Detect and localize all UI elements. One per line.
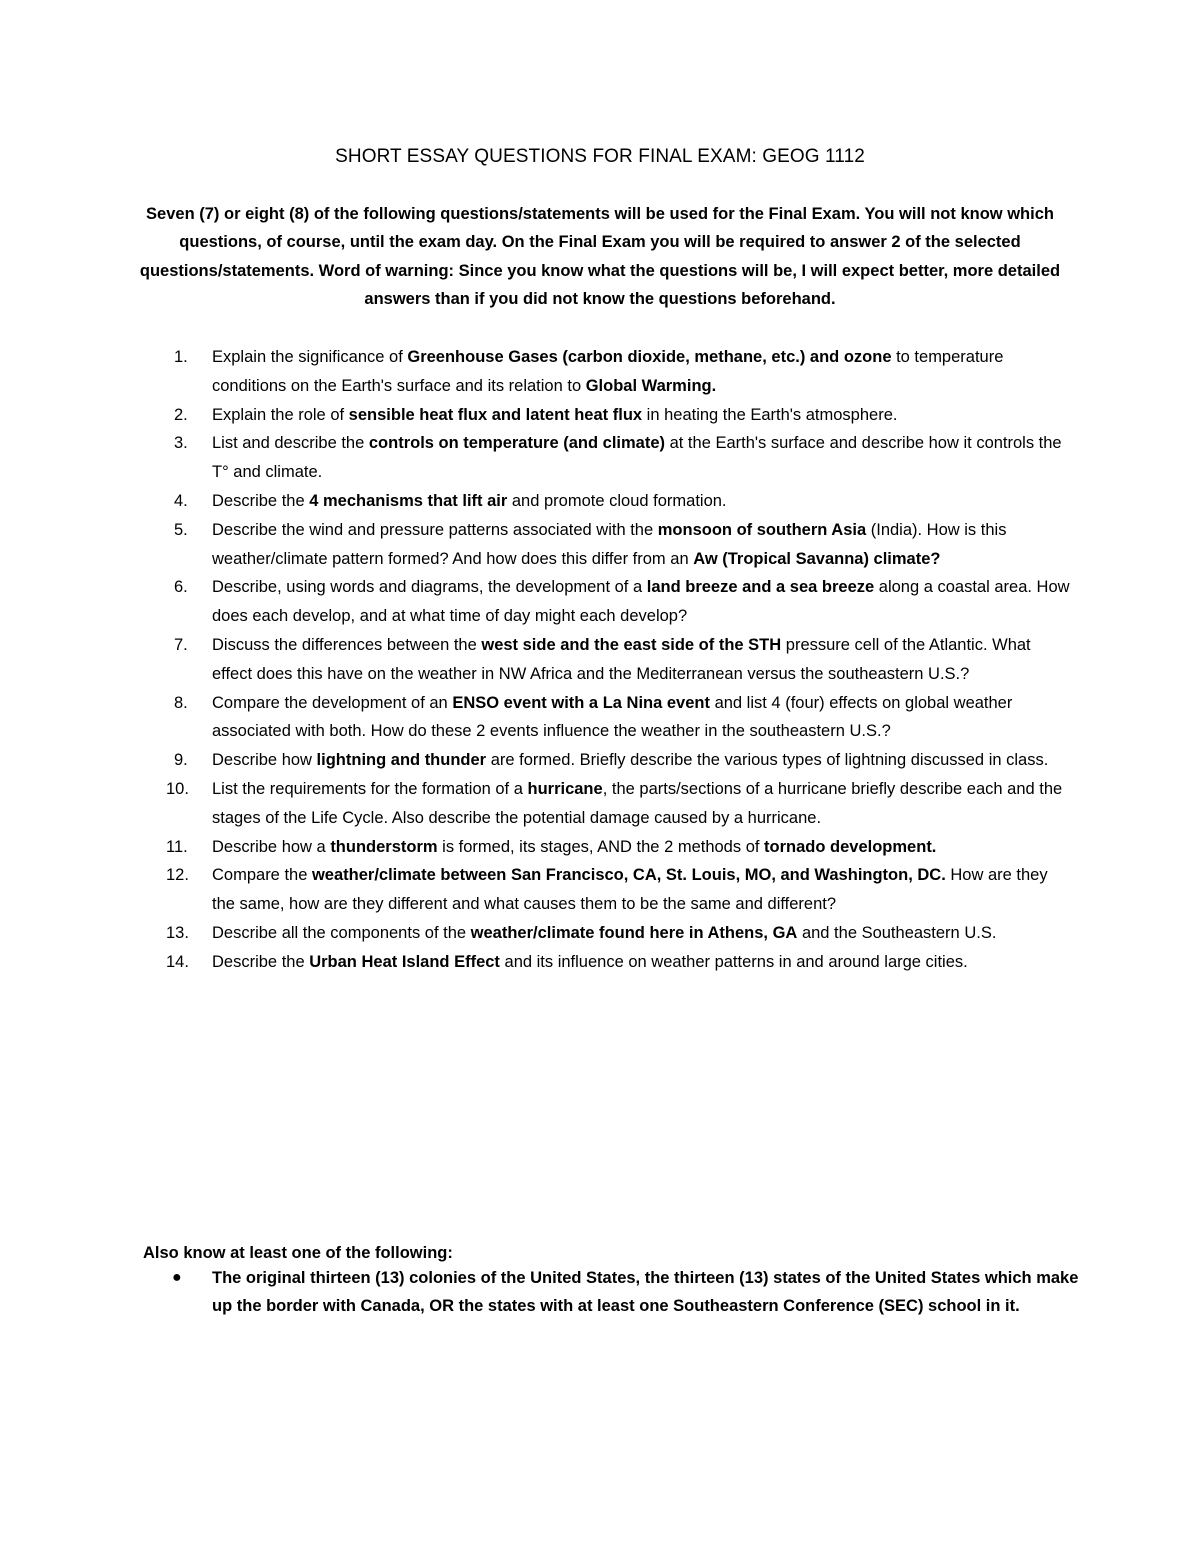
bullet-item: The original thirteen (13) colonies of the United States, the thirteen (13) states of the United States which make up the border with Canada, OR the states with at least one Southeastern Conference (SEC) school in it. <box>212 1269 1079 1316</box>
question-number: 7. <box>174 635 188 654</box>
question-text <box>212 578 1070 625</box>
question-text-bold: Aw (Tropical Savanna) climate? <box>693 549 941 568</box>
question-number: 9. <box>174 751 188 770</box>
question-text-part: Describe all the components of the <box>212 923 471 942</box>
question-item <box>0 919 1072 948</box>
question-item <box>0 948 1072 977</box>
question-text-part: and list 4 (four) effects on global weather associated with both. How do these 2 events influence the weather in the southeastern U.S.? <box>212 693 1013 741</box>
bullet-icon: ● <box>172 1269 182 1286</box>
question-text-bold: hurricane <box>527 779 603 798</box>
question-number: 5. <box>174 520 188 539</box>
question-text-bold: Global Warming. <box>585 376 717 395</box>
question-item <box>0 689 1072 747</box>
question-item <box>0 746 1072 775</box>
question-text-part: and promote cloud formation. <box>507 491 727 510</box>
question-text <box>212 521 1006 568</box>
question-text-bold: land breeze and a sea breeze <box>646 578 875 597</box>
question-text-bold: 4 mechanisms that lift air <box>309 491 508 510</box>
also-know-heading: Also know at least one of the following: <box>143 1244 453 1262</box>
question-text <box>212 434 1062 481</box>
question-text <box>212 492 727 510</box>
question-text-part: , the parts/sections of a hurricane briefly describe each and the stages of the Life Cycle. Also describe the potential damage caused by a hurricane. <box>212 779 1063 827</box>
question-number: 12. <box>166 866 189 885</box>
question-text-bold: Greenhouse Gases (carbon dioxide, methane, etc.) and ozone <box>407 348 892 366</box>
question-item <box>0 631 1072 689</box>
question-item <box>0 516 1072 574</box>
question-text-part: Describe, using words and diagrams, the development of a <box>212 578 647 597</box>
question-text-bold: sensible heat flux and latent heat flux <box>348 405 643 424</box>
question-text-bold: weather/climate found here in Athens, GA <box>470 923 798 942</box>
question-text-part: along a coastal area. How does each develop, and at what time of day might each develop? <box>212 578 1070 626</box>
question-list <box>0 343 1200 977</box>
question-text <box>212 694 1012 741</box>
question-text <box>212 866 1048 913</box>
question-text-bold: monsoon of southern Asia <box>657 520 867 539</box>
question-item <box>0 573 1072 631</box>
question-text-part: List and describe the <box>212 434 369 453</box>
question-text-part: Describe the wind and pressure patterns associated with the <box>212 520 658 539</box>
question-text-part: pressure cell of the Atlantic. What effect does this have on the weather in NW Africa and the Mediterranean versus the southeastern U.S.? <box>212 635 1031 683</box>
question-text-bold: lightning and thunder <box>316 751 487 770</box>
question-text <box>212 953 968 971</box>
question-text-part: and the Southeastern U.S. <box>797 923 997 942</box>
question-number: 14. <box>166 952 189 971</box>
question-text <box>212 636 1031 683</box>
question-text-part: How are they the same, how are they different and what causes them to be the same and different? <box>212 866 1048 914</box>
question-item <box>0 775 1072 833</box>
question-item <box>0 861 1072 919</box>
question-text-bold: Urban Heat Island Effect <box>309 952 500 971</box>
question-text-part: at the Earth's surface and describe how it controls the T° and climate. <box>212 434 1062 482</box>
question-number: 8. <box>174 693 188 712</box>
question-item <box>0 343 1072 401</box>
question-number: 4. <box>174 491 188 510</box>
question-text-bold: thunderstorm <box>330 837 438 856</box>
question-text-part: Compare the <box>212 866 312 885</box>
question-text-part: Discuss the differences between the <box>212 635 482 654</box>
question-text-part: Describe the <box>212 952 310 971</box>
question-text-part: is formed, its stages, AND the 2 methods of <box>437 837 765 856</box>
question-text-part: are formed. Briefly describe the various types of lightning discussed in class. <box>486 751 1049 770</box>
question-text <box>212 924 996 942</box>
question-number: 6. <box>174 578 188 597</box>
question-text <box>212 838 936 856</box>
question-text-part: Describe how a <box>212 837 331 856</box>
question-text-part: List the requirements for the formation of a <box>212 779 528 798</box>
question-text-part: Explain the significance of <box>212 348 408 366</box>
question-text-part: Compare the development of an <box>212 693 453 712</box>
question-text-bold: west side and the east side of the STH <box>481 635 782 654</box>
question-text-part: Explain the role of <box>212 405 349 424</box>
question-text-part: (India). How is this weather/climate pattern formed? And how does this differ from an <box>212 520 1007 568</box>
question-text-bold: weather/climate between San Francisco, CA, St. Louis, MO, and Washington, DC. <box>311 866 946 885</box>
page-title: SHORT ESSAY QUESTIONS FOR FINAL EXAM: GEOG 1112 <box>335 146 865 167</box>
question-text-part: and its influence on weather patterns in and around large cities. <box>499 952 968 971</box>
question-text <box>212 751 1048 769</box>
question-item <box>0 401 1072 430</box>
intro-paragraph: Seven (7) or eight (8) of the following questions/statements will be used for the Final Exam. You will not know which questions, of course, until the exam day. On the Final Exam you will be required to answer 2 of the selected questions/statements. Word of warning: Since you know what the questions will be, I will expect better, more detailed answers than if you did not know the questions beforehand. <box>139 205 1061 308</box>
question-text <box>212 780 1062 827</box>
question-number: 3. <box>174 434 188 453</box>
question-text <box>212 406 897 424</box>
question-number: 13. <box>166 923 189 942</box>
question-number: 1. <box>174 348 188 366</box>
question-text-part: to temperature conditions on the Earth's surface and its relation to <box>212 348 1004 395</box>
question-number: 10. <box>166 779 189 798</box>
question-number: 2. <box>174 405 188 424</box>
question-number: 11. <box>166 837 188 856</box>
question-text-bold: tornado development. <box>764 837 937 856</box>
question-text-part: Describe how <box>212 751 317 770</box>
question-text <box>212 348 1003 395</box>
question-text-part: in heating the Earth's atmosphere. <box>642 405 898 424</box>
question-item <box>0 429 1072 487</box>
question-item <box>0 833 1072 862</box>
question-text-part: Describe the <box>212 491 310 510</box>
question-item <box>0 487 1072 516</box>
question-text-bold: ENSO event with a La Nina event <box>452 693 710 712</box>
question-text-bold: controls on temperature (and climate) <box>368 434 665 453</box>
